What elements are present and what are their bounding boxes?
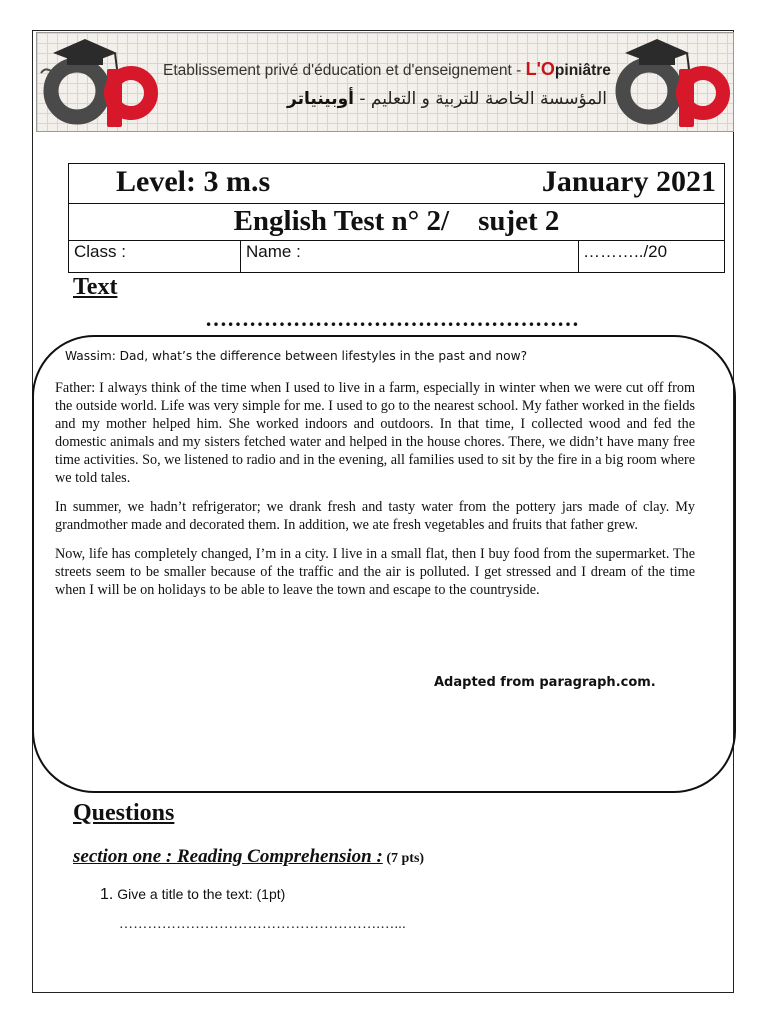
class-field[interactable]: Class : [69,241,241,272]
test-info-table [68,163,725,273]
level-date-row [69,164,724,204]
student-info-row [69,241,724,272]
arabic-brand: أوبينياتر [287,89,354,109]
level-label: Level: 3 m.s [116,165,271,198]
questions-heading: Questions [73,800,175,826]
passage-paragraph-2: In summer, we hadn’t refrigerator; we drank fresh and tasty water from the pottery jars made of clay. My grandmother made and decorated them. In addition, we ate fresh vegetables and fruits that father grew. [55,499,695,533]
name-field[interactable]: Name : [241,241,579,272]
school-logo-icon [39,35,159,131]
passage-source: Adapted from paragraph.com. [434,675,656,690]
arabic-text: المؤسسة الخاصة للتربية و التعليم - [353,89,607,109]
test-date: January 2021 [541,165,716,198]
brand-name: L'Opiniâtre [525,59,611,79]
reading-passage [55,379,695,610]
title-blank-line: …………………………………………… [205,306,579,331]
question-1-text: Give a title to the text: (1pt) [113,886,286,902]
school-logo-icon-right [611,35,731,131]
section-label: section one : Reading Comprehension : [73,846,383,867]
section-points: (7 pts) [382,851,425,866]
arabic-institution-name [207,89,607,109]
question-number: 1. [100,886,114,903]
test-title-row [69,204,724,241]
score-field: ………../20 [583,242,668,261]
section-one-heading [73,846,424,868]
school-header-banner [36,32,734,132]
answer-line[interactable]: ……………………………………………….…... [119,917,406,932]
french-institution-name [163,59,633,80]
passage-paragraph-1: Father: I always think of the time when I used to live in a farm, especially in winter when we were cut off from the outside world. Life was very simple for me. I used to go to the nearest school. My father worked in the fields and my mother helped him. She worked indoors and outdoors. In that time, I collected wood and fed the domestic animals and my sisters fetched water and helped in the house chores. There, we didn’t have many free time activities. So, we listened to radio and in the evening, all families used to sit by the fire in a big room where we told tales. [55,380,695,486]
passage-paragraph-3: Now, life has completely changed, I’m in a city. I live in a small flat, then I buy food from the supermarket. The streets seem to be smaller because of the traffic and the air is polluted. I get stressed and I dream of the time when I will be on holidays to be able to leave the town and escape to the countryside. [55,546,695,598]
french-text: Etablissement privé d'éducation et d'enseignement - [163,62,526,79]
passage-question-line: Wassim: Dad, what’s the difference between lifestyles in the past and now? [65,349,528,363]
text-heading: Text [73,274,118,300]
test-title: English Test n° 2/ sujet 2 [233,205,560,237]
question-1 [100,886,285,904]
